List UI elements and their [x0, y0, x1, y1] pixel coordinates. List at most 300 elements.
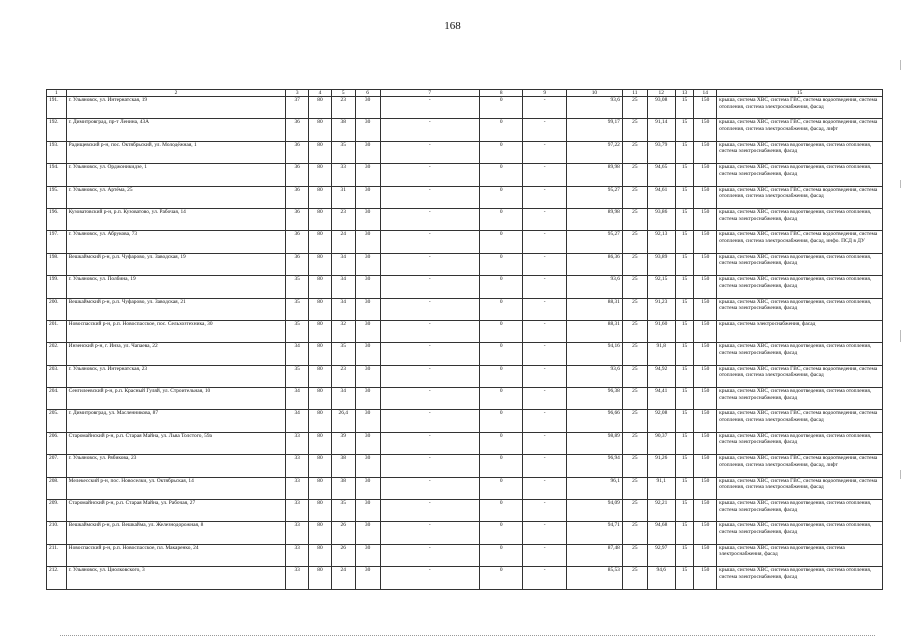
value-cell: 150: [694, 119, 717, 141]
value-cell: 33: [286, 500, 309, 522]
value-cell: 33: [286, 522, 309, 544]
value-cell: -: [380, 276, 479, 298]
value-cell: 150: [694, 544, 717, 566]
value-cell: 0: [479, 276, 523, 298]
value-cell: 15: [675, 208, 694, 230]
value-cell: 80: [309, 522, 332, 544]
value-cell: 80: [309, 477, 332, 499]
value-cell: 35: [331, 500, 355, 522]
value-cell: 25: [622, 231, 647, 253]
works-cell: крыша, система ХВС, система водоотведения, система отопления, система электроснабжения, фасад: [717, 276, 883, 298]
value-cell: 30: [355, 253, 380, 275]
value-cell: 0: [479, 97, 523, 119]
value-cell: 30: [355, 119, 380, 141]
value-cell: 0: [479, 164, 523, 186]
value-cell: 80: [309, 208, 332, 230]
value-cell: 30: [355, 567, 380, 589]
table-body: [47, 90, 883, 590]
value-cell: 95,27: [566, 186, 622, 208]
address-cell: г. Димитровград, пр-т Ленина, 43А: [66, 119, 286, 141]
value-cell: 0: [479, 500, 523, 522]
row-number-cell: 194.: [47, 164, 67, 186]
value-cell: 35: [331, 343, 355, 365]
value-cell: 30: [355, 544, 380, 566]
address-cell: г. Ульяновск, ул. Абрукова, 73: [66, 231, 286, 253]
value-cell: 36: [286, 253, 309, 275]
column-number-cell: 9: [523, 90, 567, 97]
address-cell: Вешкаймский р-н, р.п. Чуфарово, ул. Заводская, 19: [66, 253, 286, 275]
address-cell: Старомайнский р-н, р.п. Старая Майна, ул. Льва Толстого, 59а: [66, 432, 286, 454]
value-cell: 91,14: [647, 119, 675, 141]
value-cell: 99,17: [566, 119, 622, 141]
value-cell: 0: [479, 567, 523, 589]
value-cell: 30: [355, 455, 380, 477]
works-cell: крыша, система ХВС, система водоотведения, система отопления, система электроснабжения, фасад: [717, 208, 883, 230]
value-cell: 34: [286, 343, 309, 365]
value-cell: 25: [622, 276, 647, 298]
column-number-cell: 3: [286, 90, 309, 97]
value-cell: 80: [309, 164, 332, 186]
value-cell: -: [523, 477, 567, 499]
value-cell: 25: [622, 477, 647, 499]
address-cell: г. Димитровград, ул. Масленникова, 87: [66, 410, 286, 432]
value-cell: -: [380, 500, 479, 522]
value-cell: 0: [479, 298, 523, 320]
works-cell: крыша, система электроснабжения, фасад: [717, 320, 883, 342]
value-cell: 30: [355, 186, 380, 208]
value-cell: 0: [479, 410, 523, 432]
value-cell: 25: [622, 388, 647, 410]
value-cell: 86,36: [566, 253, 622, 275]
value-cell: 30: [355, 97, 380, 119]
row-number-cell: 204.: [47, 388, 67, 410]
column-number-cell: 15: [717, 90, 883, 97]
value-cell: 93,08: [647, 97, 675, 119]
value-cell: 91,60: [647, 320, 675, 342]
value-cell: -: [523, 567, 567, 589]
value-cell: -: [380, 522, 479, 544]
value-cell: -: [380, 231, 479, 253]
scan-edge-mark: [900, 330, 901, 342]
table-row: [47, 231, 883, 253]
value-cell: 0: [479, 522, 523, 544]
value-cell: 94,6: [647, 567, 675, 589]
value-cell: 25: [622, 500, 647, 522]
value-cell: -: [523, 320, 567, 342]
value-cell: -: [523, 343, 567, 365]
row-number-cell: 211.: [47, 544, 67, 566]
column-number-cell: 11: [622, 90, 647, 97]
value-cell: 25: [622, 186, 647, 208]
value-cell: -: [523, 522, 567, 544]
value-cell: 0: [479, 388, 523, 410]
value-cell: 30: [355, 141, 380, 163]
value-cell: -: [380, 410, 479, 432]
value-cell: 30: [355, 276, 380, 298]
value-cell: 30: [355, 365, 380, 387]
value-cell: 150: [694, 522, 717, 544]
value-cell: 80: [309, 276, 332, 298]
row-number-cell: 201.: [47, 320, 67, 342]
row-number-cell: 206.: [47, 432, 67, 454]
table-row: [47, 253, 883, 275]
value-cell: 38: [331, 119, 355, 141]
value-cell: 15: [675, 298, 694, 320]
value-cell: -: [523, 365, 567, 387]
scan-edge-mark: [900, 60, 901, 70]
row-number-cell: 200.: [47, 298, 67, 320]
value-cell: -: [523, 231, 567, 253]
address-cell: г. Ульяновск, ул. Циолковского, 3: [66, 567, 286, 589]
row-number-cell: 197.: [47, 231, 67, 253]
value-cell: 39: [331, 432, 355, 454]
value-cell: 24: [331, 567, 355, 589]
value-cell: 15: [675, 432, 694, 454]
value-cell: 15: [675, 544, 694, 566]
value-cell: 15: [675, 320, 694, 342]
table-row: [47, 298, 883, 320]
value-cell: 97,22: [566, 141, 622, 163]
value-cell: 25: [622, 522, 647, 544]
value-cell: -: [523, 388, 567, 410]
value-cell: 15: [675, 97, 694, 119]
value-cell: 0: [479, 365, 523, 387]
column-number-cell: 8: [479, 90, 523, 97]
works-cell: крыша, система ХВС, система ГВС, система водоотведения, система отопления, система электроснабжения, фасад, лифт: [717, 119, 883, 141]
value-cell: 15: [675, 141, 694, 163]
column-number-cell: 6: [355, 90, 380, 97]
value-cell: 80: [309, 455, 332, 477]
value-cell: 94,92: [647, 365, 675, 387]
scan-edge-mark: [900, 180, 901, 188]
value-cell: -: [380, 186, 479, 208]
address-cell: Мелекесский р-н, пос. Новоселки, ул. Октябрьская, 14: [66, 477, 286, 499]
value-cell: 34: [331, 388, 355, 410]
value-cell: 25: [622, 343, 647, 365]
row-number-cell: 191.: [47, 97, 67, 119]
column-number-cell: 7: [380, 90, 479, 97]
value-cell: 0: [479, 432, 523, 454]
address-cell: Кузоватовский р-н, р.п. Кузоватово, ул. Рабочая, 14: [66, 208, 286, 230]
table-row: [47, 388, 883, 410]
value-cell: 94,16: [566, 343, 622, 365]
works-cell: крыша, система ХВС, система водоотведения, система отопления, система электроснабжения, фасад: [717, 522, 883, 544]
column-number-cell: 14: [694, 90, 717, 97]
works-cell: крыша, система ХВС, система водоотведения, система отопления, система электроснабжения, фасад: [717, 253, 883, 275]
row-number-cell: 192.: [47, 119, 67, 141]
value-cell: -: [380, 320, 479, 342]
row-number-cell: 208.: [47, 477, 67, 499]
value-cell: -: [523, 97, 567, 119]
table-row: [47, 455, 883, 477]
address-cell: Радищевский р-н, пос. Октябрьский, ул. Молодёжная, 1: [66, 141, 286, 163]
works-cell: крыша, система ХВС, система ГВС, система водоотведения, система отопления, система электроснабжения, фасад: [717, 477, 883, 499]
value-cell: -: [523, 253, 567, 275]
value-cell: -: [380, 97, 479, 119]
value-cell: 93,86: [647, 208, 675, 230]
value-cell: 15: [675, 567, 694, 589]
value-cell: 0: [479, 208, 523, 230]
value-cell: 150: [694, 410, 717, 432]
value-cell: 92,21: [647, 500, 675, 522]
value-cell: -: [380, 298, 479, 320]
value-cell: 35: [331, 141, 355, 163]
column-number-cell: 13: [675, 90, 694, 97]
row-number-cell: 205.: [47, 410, 67, 432]
value-cell: 30: [355, 298, 380, 320]
value-cell: 0: [479, 477, 523, 499]
value-cell: 150: [694, 343, 717, 365]
value-cell: 0: [479, 544, 523, 566]
value-cell: 25: [622, 455, 647, 477]
value-cell: 150: [694, 567, 717, 589]
value-cell: 15: [675, 410, 694, 432]
works-cell: крыша, система ХВС, система ГВС, система водоотведения, система отопления, система электроснабжения, фасад: [717, 186, 883, 208]
value-cell: 92,08: [647, 410, 675, 432]
row-number-cell: 195.: [47, 186, 67, 208]
row-number-cell: 203.: [47, 365, 67, 387]
row-number-cell: 198.: [47, 253, 67, 275]
value-cell: 80: [309, 97, 332, 119]
value-cell: 80: [309, 231, 332, 253]
value-cell: 94,68: [647, 522, 675, 544]
value-cell: -: [523, 164, 567, 186]
value-cell: -: [523, 186, 567, 208]
value-cell: 36: [286, 141, 309, 163]
value-cell: 150: [694, 365, 717, 387]
value-cell: 25: [622, 567, 647, 589]
value-cell: 80: [309, 544, 332, 566]
column-number-cell: 2: [66, 90, 286, 97]
value-cell: 33: [286, 477, 309, 499]
works-cell: крыша, система ХВС, система ГВС, система водоотведения, система отопления, система электроснабжения, фасад, лифт: [717, 455, 883, 477]
value-cell: 91,1: [647, 477, 675, 499]
value-cell: 15: [675, 186, 694, 208]
value-cell: 150: [694, 186, 717, 208]
value-cell: 95,27: [566, 231, 622, 253]
value-cell: 150: [694, 388, 717, 410]
value-cell: -: [523, 544, 567, 566]
value-cell: 93,6: [566, 365, 622, 387]
value-cell: 15: [675, 477, 694, 499]
address-cell: Вешкаймский р-н, р.п. Вешкайма, ул. Железнодорожная, 8: [66, 522, 286, 544]
value-cell: 15: [675, 231, 694, 253]
value-cell: 25: [622, 298, 647, 320]
value-cell: 96,66: [566, 410, 622, 432]
value-cell: 34: [331, 276, 355, 298]
value-cell: 15: [675, 343, 694, 365]
value-cell: 80: [309, 365, 332, 387]
value-cell: 31: [331, 186, 355, 208]
value-cell: 15: [675, 276, 694, 298]
value-cell: 25: [622, 164, 647, 186]
works-cell: крыша, система ХВС, система водоотведения, система отопления, система электроснабжения, фасад: [717, 164, 883, 186]
address-cell: г. Ульяновск, ул. Интернатская, 19: [66, 97, 286, 119]
value-cell: 150: [694, 500, 717, 522]
value-cell: 33: [286, 544, 309, 566]
value-cell: 88,31: [566, 298, 622, 320]
value-cell: 80: [309, 432, 332, 454]
value-cell: 0: [479, 455, 523, 477]
value-cell: -: [380, 388, 479, 410]
value-cell: 25: [622, 253, 647, 275]
row-number-cell: 193.: [47, 141, 67, 163]
table-row: [47, 276, 883, 298]
value-cell: 0: [479, 231, 523, 253]
value-cell: 15: [675, 253, 694, 275]
address-cell: Новоспасский р-н, р.п. Новоспасское, пл. Макаренко, 24: [66, 544, 286, 566]
value-cell: 87,48: [566, 544, 622, 566]
value-cell: 34: [331, 298, 355, 320]
works-cell: крыша, система ХВС, система ГВС, система водоотведения, система отопления, система электроснабжения, фасад: [717, 410, 883, 432]
value-cell: 15: [675, 522, 694, 544]
value-cell: -: [523, 410, 567, 432]
value-cell: -: [380, 208, 479, 230]
value-cell: 23: [331, 365, 355, 387]
value-cell: 35: [286, 276, 309, 298]
value-cell: 80: [309, 253, 332, 275]
value-cell: 150: [694, 253, 717, 275]
value-cell: 80: [309, 141, 332, 163]
address-cell: г. Ульяновск, ул. Интернатская, 23: [66, 365, 286, 387]
works-cell: крыша, система ХВС, система водоотведения, система отопления, система электроснабжения, фасад: [717, 343, 883, 365]
value-cell: 94,71: [566, 522, 622, 544]
value-cell: 150: [694, 141, 717, 163]
works-cell: крыша, система ХВС, система водоотведения, система отопления, система электроснабжения, фасад: [717, 500, 883, 522]
value-cell: 80: [309, 320, 332, 342]
page-number: 168: [444, 20, 461, 32]
row-number-cell: 202.: [47, 343, 67, 365]
value-cell: -: [380, 343, 479, 365]
value-cell: 150: [694, 231, 717, 253]
value-cell: 36: [286, 231, 309, 253]
table-row: [47, 500, 883, 522]
scan-bottom-noise: [60, 633, 875, 636]
address-cell: Инзенский р-н, г. Инза, ул. Чапаева, 22: [66, 343, 286, 365]
value-cell: 80: [309, 343, 332, 365]
value-cell: 0: [479, 186, 523, 208]
table-row: [47, 410, 883, 432]
value-cell: 91,23: [647, 298, 675, 320]
value-cell: 15: [675, 365, 694, 387]
works-cell: крыша, система ХВС, система водоотведения, система отопления, система электроснабжения, фасад: [717, 298, 883, 320]
value-cell: 0: [479, 253, 523, 275]
value-cell: 36: [286, 164, 309, 186]
value-cell: 25: [622, 320, 647, 342]
column-number-cell: 1: [47, 90, 67, 97]
column-number-cell: 5: [331, 90, 355, 97]
works-cell: крыша, система ХВС, система водоотведения, система отопления, система электроснабжения, фасад: [717, 432, 883, 454]
value-cell: 150: [694, 298, 717, 320]
value-cell: 26,4: [331, 410, 355, 432]
value-cell: 30: [355, 522, 380, 544]
value-cell: 150: [694, 276, 717, 298]
value-cell: 92,97: [647, 544, 675, 566]
value-cell: 15: [675, 119, 694, 141]
value-cell: 24: [331, 231, 355, 253]
value-cell: 94,61: [647, 186, 675, 208]
value-cell: 36: [286, 119, 309, 141]
table-row: [47, 567, 883, 589]
value-cell: 80: [309, 410, 332, 432]
value-cell: 93,6: [566, 97, 622, 119]
value-cell: 35: [286, 365, 309, 387]
value-cell: 34: [331, 253, 355, 275]
value-cell: 30: [355, 432, 380, 454]
value-cell: 90,37: [647, 432, 675, 454]
row-number-cell: 196.: [47, 208, 67, 230]
value-cell: 80: [309, 186, 332, 208]
value-cell: -: [523, 298, 567, 320]
works-cell: крыша, система ХВС, система водоотведения, система электроснабжения, фасад: [717, 544, 883, 566]
column-number-cell: 12: [647, 90, 675, 97]
column-number-cell: 4: [309, 90, 332, 97]
table-row: [47, 119, 883, 141]
value-cell: -: [380, 432, 479, 454]
value-cell: -: [380, 119, 479, 141]
value-cell: 30: [355, 500, 380, 522]
value-cell: 38: [331, 477, 355, 499]
value-cell: 30: [355, 410, 380, 432]
value-cell: 23: [331, 97, 355, 119]
table-row: [47, 432, 883, 454]
value-cell: -: [380, 477, 479, 499]
value-cell: -: [380, 253, 479, 275]
address-cell: Вешкаймский р-н, р.п. Чуфарово, ул. Заводская, 21: [66, 298, 286, 320]
table-row: [47, 208, 883, 230]
value-cell: -: [523, 276, 567, 298]
value-cell: -: [523, 208, 567, 230]
value-cell: 80: [309, 298, 332, 320]
column-number-cell: 10: [566, 90, 622, 97]
value-cell: 93,79: [647, 141, 675, 163]
table-row: [47, 186, 883, 208]
value-cell: 25: [622, 141, 647, 163]
value-cell: 150: [694, 320, 717, 342]
works-cell: крыша, система ХВС, система водоотведения, система отопления, система электроснабжения, фасад: [717, 567, 883, 589]
value-cell: -: [523, 432, 567, 454]
value-cell: 93,6: [566, 276, 622, 298]
value-cell: 36: [286, 186, 309, 208]
value-cell: -: [380, 544, 479, 566]
value-cell: 150: [694, 97, 717, 119]
value-cell: 91,8: [647, 343, 675, 365]
value-cell: 25: [622, 208, 647, 230]
works-cell: крыша, система ХВС, система водоотведения, система отопления, система электроснабжения, фасад: [717, 141, 883, 163]
value-cell: 91,26: [647, 455, 675, 477]
value-cell: -: [380, 455, 479, 477]
address-cell: г. Ульяновск, ул. Полбина, 19: [66, 276, 286, 298]
value-cell: 15: [675, 500, 694, 522]
value-cell: 0: [479, 343, 523, 365]
value-cell: 80: [309, 119, 332, 141]
table-row: [47, 365, 883, 387]
value-cell: 89,98: [566, 208, 622, 230]
value-cell: 30: [355, 320, 380, 342]
value-cell: 33: [286, 432, 309, 454]
value-cell: 0: [479, 320, 523, 342]
row-number-cell: 209.: [47, 500, 67, 522]
value-cell: 30: [355, 208, 380, 230]
address-cell: г. Ульяновск, ул. Артёма, 25: [66, 186, 286, 208]
value-cell: 15: [675, 455, 694, 477]
value-cell: 0: [479, 119, 523, 141]
value-cell: -: [380, 567, 479, 589]
value-cell: -: [380, 365, 479, 387]
value-cell: 35: [286, 298, 309, 320]
table-row: [47, 141, 883, 163]
value-cell: 30: [355, 388, 380, 410]
